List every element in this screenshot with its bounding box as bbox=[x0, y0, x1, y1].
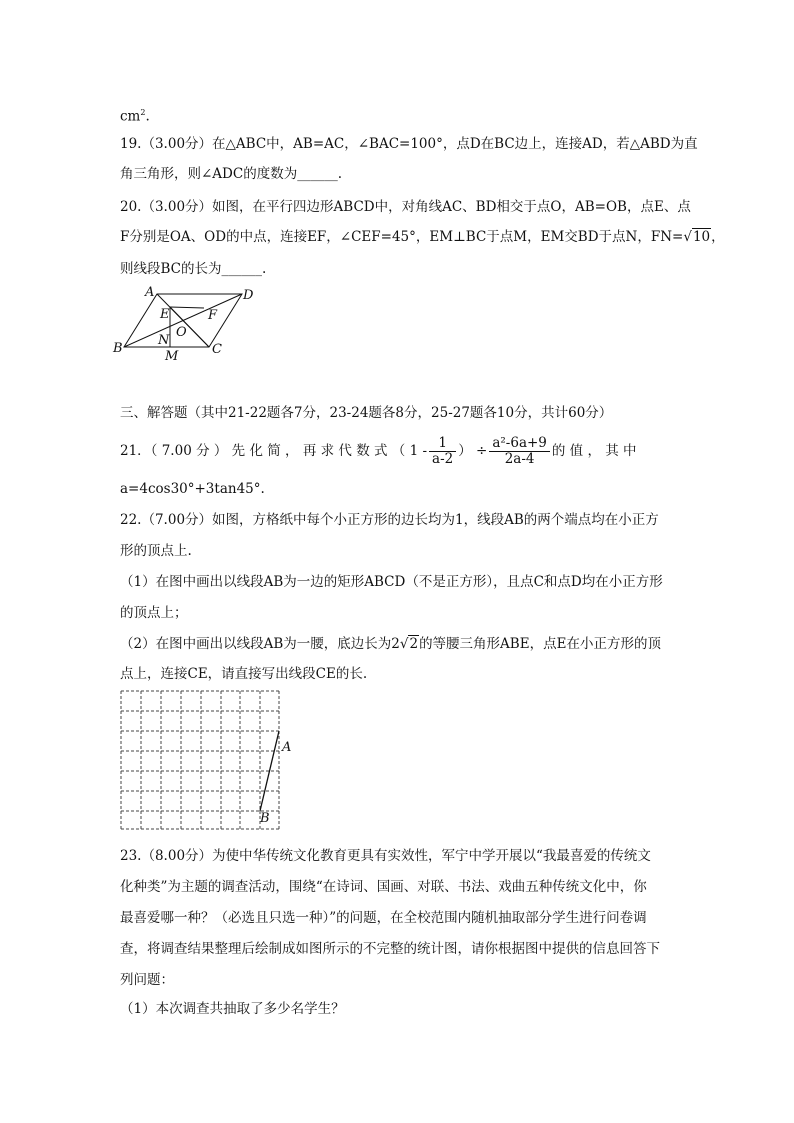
line-1: 19.（3.00分）在△ABC中，AB=AC，∠BAC=100°，点D在BC边上，连接AD，若△ABD为直 bbox=[120, 136, 698, 152]
label-d: D bbox=[243, 288, 254, 303]
sqrt-symbol-2: √2 bbox=[399, 636, 419, 652]
line-4-text-a: F分别是OA、OD的中点，连接EF，∠CEF=45°，EM⊥BC于点M，EM交BD于点N，FN= bbox=[120, 229, 684, 245]
line-16: 化种类”为主题的调查活动，围绕“在诗词、国画、对联、书法、戏曲五种传统文化中，你 bbox=[120, 879, 647, 895]
line-0-sup: 2 bbox=[140, 108, 146, 117]
grid-label-a: A bbox=[282, 740, 292, 755]
fraction-1 bbox=[429, 436, 456, 467]
line-4-text-b: ， bbox=[711, 229, 725, 245]
line-14: 点上，连接CE，请直接写出线段CE的长. bbox=[120, 666, 368, 682]
label-c: C bbox=[212, 342, 222, 357]
line-19: 列问题： bbox=[120, 972, 174, 988]
line-18: 查，将调查结果整理后绘制成如图所示的不完整的统计图，请你根据图中提供的信息回答下 bbox=[120, 941, 660, 957]
line-7 bbox=[120, 434, 637, 468]
line-7-text-b: ） ÷ bbox=[458, 443, 488, 459]
line-2: 角三角形，则∠ADC的度数为______. bbox=[120, 166, 343, 182]
line-0-end: . bbox=[145, 108, 150, 125]
line-15: 23.（8.00分）为使中华传统文化教育更具有实效性，军宁中学开展以“我最喜爱的传统文 bbox=[120, 848, 651, 864]
parallelogram-figure bbox=[112, 282, 262, 364]
segment-ef bbox=[170, 307, 204, 308]
line-13 bbox=[120, 635, 661, 653]
label-e: E bbox=[160, 307, 170, 322]
line-3: 20.（3.00分）如图，在平行四边形ABCD中，对角线AC、BD相交于点O，AB=OB，点E、点 bbox=[120, 199, 691, 215]
fraction-2 bbox=[489, 436, 550, 467]
line-11: （1）在图中画出以线段AB为一边的矩形ABCD（不是正方形），且点C和点D均在小正方形 bbox=[120, 574, 663, 590]
label-f: F bbox=[208, 308, 218, 323]
fraction-2-numerator: a²-6a+9 bbox=[489, 436, 550, 452]
line-0-text: cm bbox=[120, 108, 141, 125]
line-8: a=4cos30°+3tan45°. bbox=[120, 481, 265, 497]
label-b: B bbox=[113, 341, 123, 356]
line-7-text-a: 21．（ 7.00 分 ） 先 化 简 ， 再 求 代 数 式 （ 1 - bbox=[120, 443, 428, 459]
line-4 bbox=[120, 228, 725, 246]
label-a: A bbox=[145, 285, 155, 300]
line-12: 的顶点上； bbox=[120, 605, 188, 621]
grid-figure bbox=[118, 688, 298, 833]
fraction-1-denominator: a-2 bbox=[432, 451, 454, 467]
line-13-text-b: 的等腰三角形ABE，点E在小正方形的顶 bbox=[419, 636, 661, 652]
fraction-1-numerator: 1 bbox=[429, 436, 456, 452]
label-n: N bbox=[158, 333, 170, 348]
line-10: 形的顶点上. bbox=[120, 543, 192, 559]
line-6: 三、解答题（其中21-22题各7分，23-24题各8分，25-27题各10分，共计60分） bbox=[120, 405, 613, 421]
line-0 bbox=[120, 104, 150, 126]
line-9: 22.（7.00分）如图，方格纸中每个小正方形的边长均为1，线段AB的两个端点均在小正方 bbox=[120, 512, 659, 528]
sqrt-radicand-2: 2 bbox=[409, 636, 419, 652]
sqrt-symbol: √10 bbox=[683, 229, 711, 245]
fraction-2-denominator: 2a-4 bbox=[504, 451, 535, 467]
sqrt-radicand: 10 bbox=[692, 229, 711, 245]
grid-label-b: B bbox=[260, 811, 270, 826]
label-o: O bbox=[176, 325, 187, 340]
line-7-text-c: 的 值 ， 其 中 bbox=[551, 443, 637, 459]
line-17: 最喜爱哪一种？（必选且只选一种）”的问题，在全校范围内随机抽取部分学生进行问卷调 bbox=[120, 910, 647, 926]
line-13-text-a: （2）在图中画出以线段AB为一腰，底边长为2 bbox=[120, 636, 400, 652]
line-5: 则线段BC的长为______. bbox=[120, 261, 267, 277]
line-20: （1）本次调查共抽取了多少名学生？ bbox=[120, 1001, 345, 1017]
label-m: M bbox=[165, 349, 179, 364]
